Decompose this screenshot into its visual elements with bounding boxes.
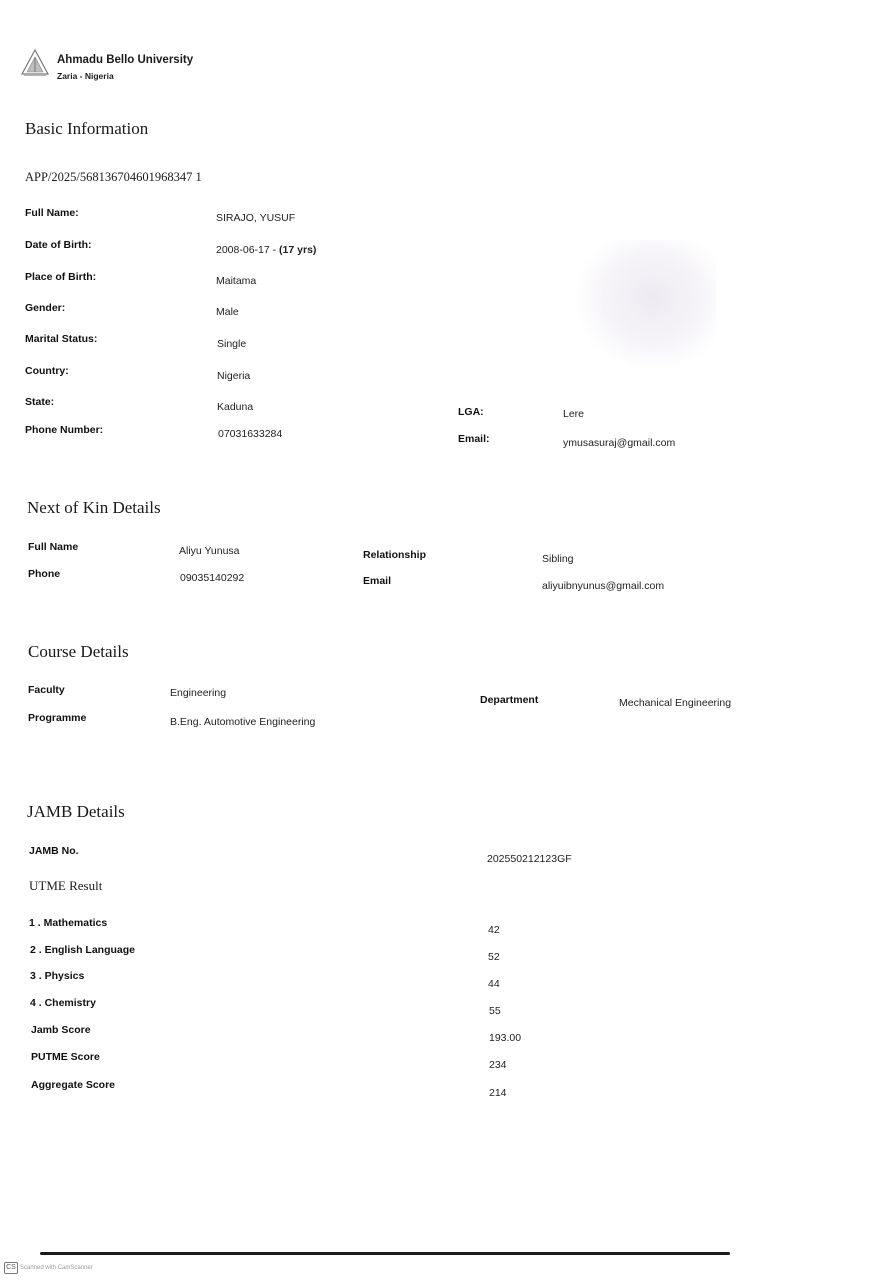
kin-full-name-value: Aliyu Yunusa [179,545,240,557]
result-value: 44 [488,978,500,990]
department-value: Mechanical Engineering [619,697,732,709]
basic-info-heading: Basic Information [25,119,149,138]
result-value: 52 [488,951,500,963]
email-value: ymusasuraj@gmail.com [563,437,676,449]
camscanner-watermark: Scanned with CamScanner [20,1265,93,1271]
faded-passport-photo [576,240,716,370]
lga-value: Lere [563,408,585,420]
next-of-kin-heading: Next of Kin Details [27,498,161,517]
course-details-heading: Course Details [28,642,129,661]
dob-age: (17 yrs) [279,244,317,256]
kin-email-label: Email [363,575,392,587]
phone-value: 07031633284 [218,428,283,440]
kin-phone-value: 09035140292 [180,572,245,584]
result-label: 3 . Physics [30,970,85,982]
kin-relationship-label: Relationship [363,549,427,561]
kin-relationship-value: Sibling [542,553,574,565]
camscanner-icon: CS [4,1262,18,1274]
programme-label: Programme [28,712,87,724]
department-label: Department [480,694,539,706]
country-label: Country: [25,365,69,377]
dob-value [216,244,316,256]
utme-result-heading: UTME Result [29,878,103,893]
state-label: State: [25,396,55,408]
result-value: 214 [489,1087,507,1099]
dob-label: Date of Birth: [25,239,92,251]
result-label: 1 . Mathematics [29,917,108,929]
application-number: APP/2025/568136704601968347 1 [25,170,202,184]
result-label: 4 . Chemistry [30,997,96,1009]
kin-email-value: aliyuibnyunus@gmail.com [542,580,665,592]
full-name-label: Full Name: [25,207,79,219]
dob-date: 2008-06-17 - [216,244,280,256]
result-label: Jamb Score [31,1024,91,1036]
country-value: Nigeria [217,370,251,382]
kin-phone-label: Phone [28,568,61,580]
phone-label: Phone Number: [25,424,104,436]
kin-full-name-label: Full Name [28,541,79,553]
lga-label: LGA: [458,406,484,418]
result-label: Aggregate Score [31,1079,116,1091]
marital-value: Single [217,338,247,350]
gender-label: Gender: [25,302,66,314]
full-name-value: SIRAJO, YUSUF [216,212,296,224]
state-value: Kaduna [217,401,254,413]
logo-emblem-icon [20,48,50,78]
jamb-no-value: 202550212123GF [487,853,572,865]
result-value: 234 [489,1059,507,1071]
university-location: Zaria - Nigeria [57,71,114,81]
pob-label: Place of Birth: [25,271,97,283]
faculty-value: Engineering [170,687,227,699]
programme-value: B.Eng. Automotive Engineering [170,716,316,728]
faculty-label: Faculty [28,684,65,696]
pob-value: Maitama [216,275,257,287]
result-value: 193.00 [489,1032,522,1044]
gender-value: Male [216,306,239,318]
university-logo [20,48,50,78]
marital-label: Marital Status: [25,333,98,345]
email-label: Email: [458,433,490,445]
result-value: 42 [488,924,500,936]
result-label: 2 . English Language [30,944,136,956]
result-label: PUTME Score [31,1051,100,1063]
jamb-no-label: JAMB No. [29,845,79,857]
university-name: Ahmadu Bello University [57,54,194,66]
page-bottom-rule [40,1252,730,1255]
result-value: 55 [489,1005,501,1017]
jamb-details-heading: JAMB Details [27,802,125,821]
